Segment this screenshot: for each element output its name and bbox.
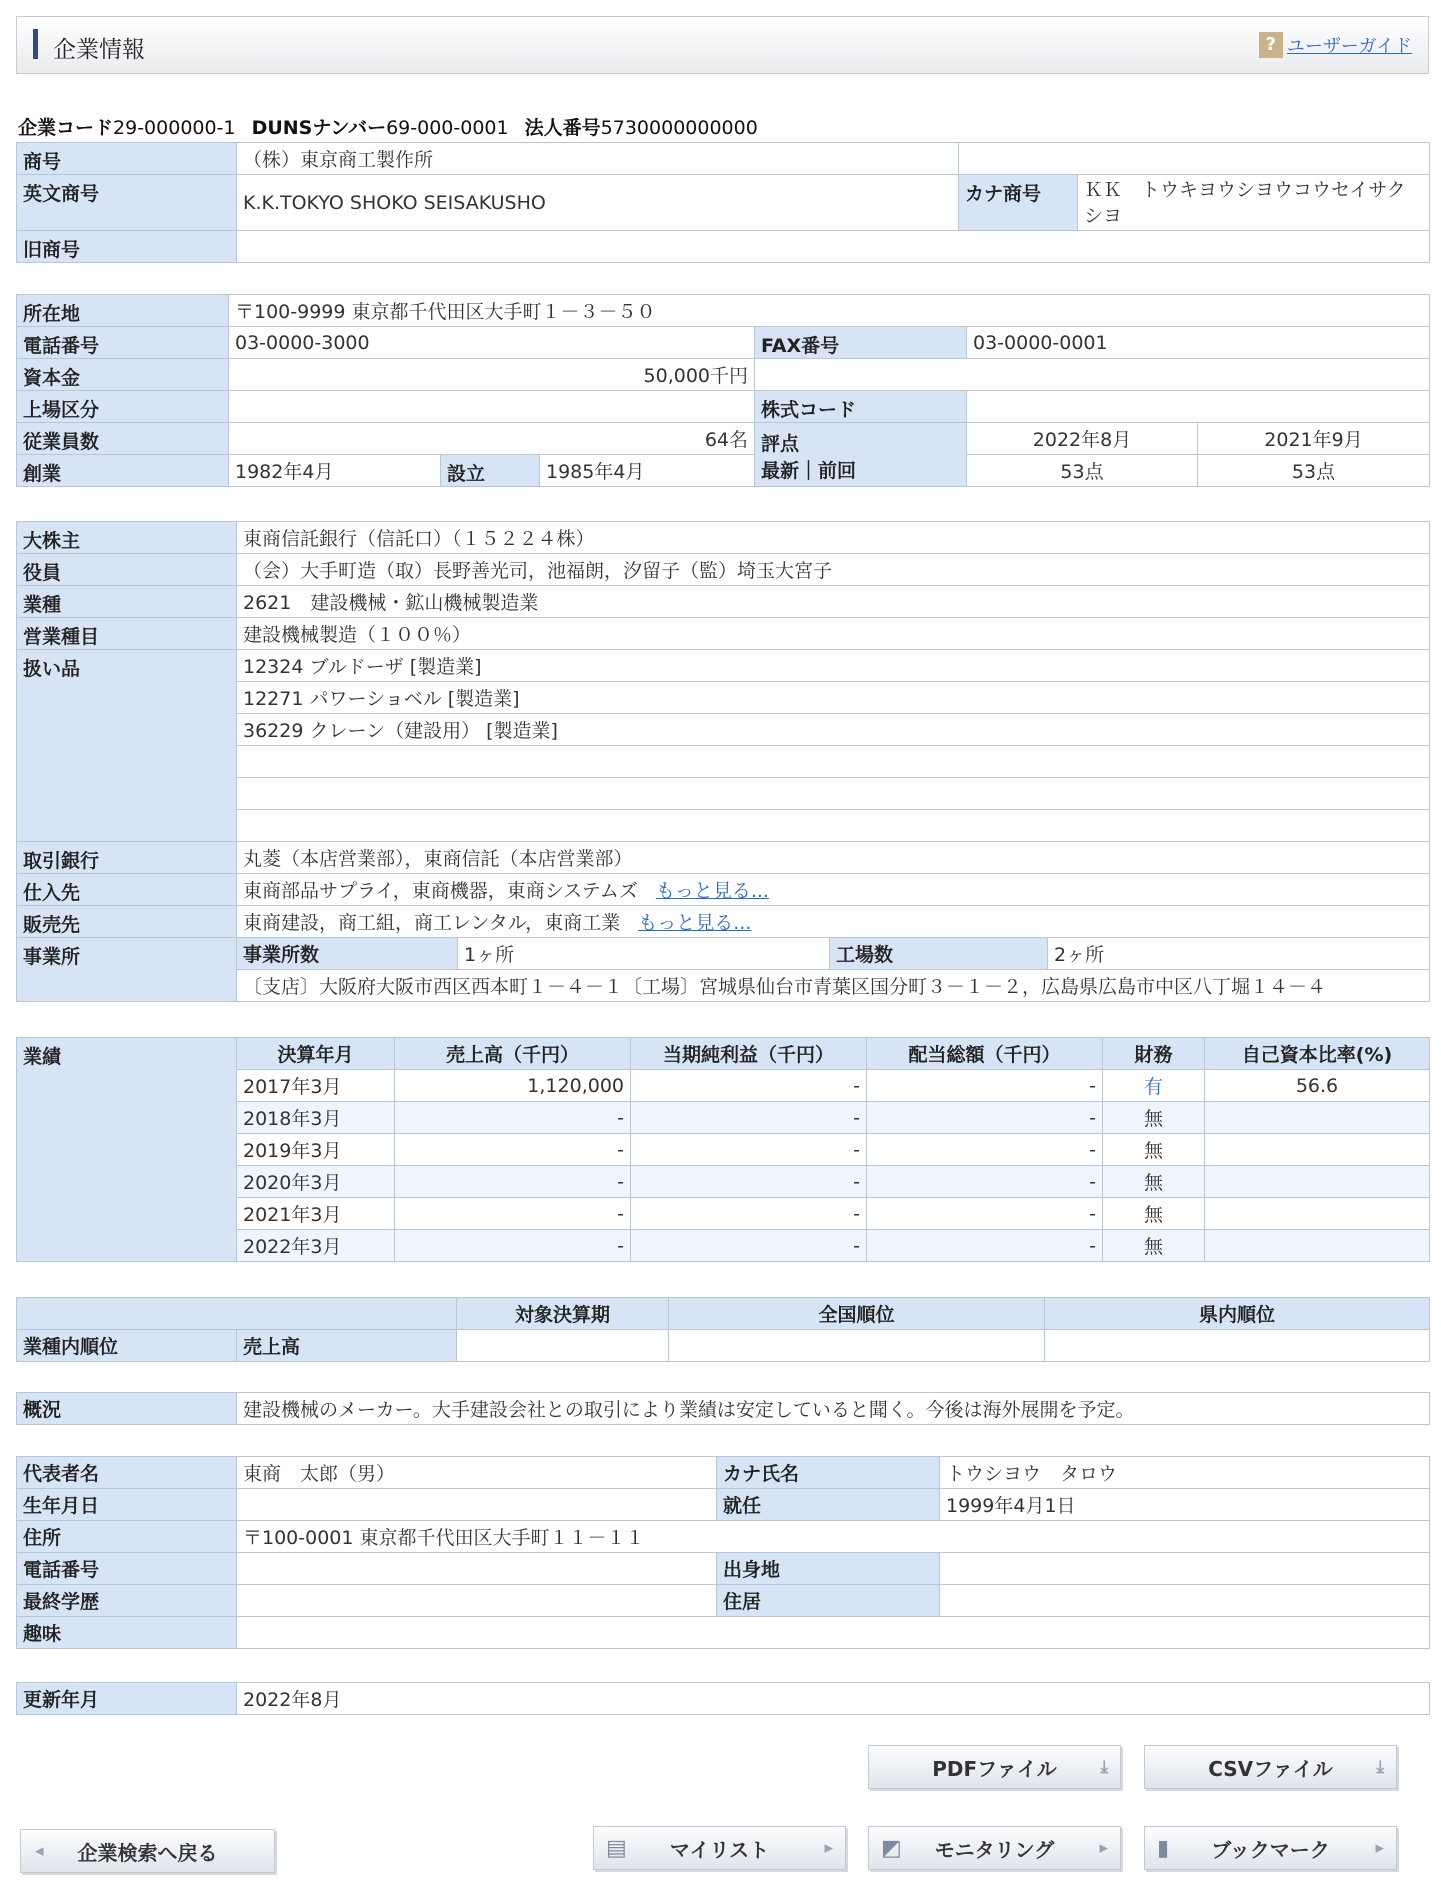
table-cell: 電話番号	[17, 1553, 237, 1585]
table-cell: -	[631, 1230, 867, 1262]
header-accent-bar	[33, 29, 38, 59]
table-cell	[1205, 1102, 1430, 1134]
table-cell: 1982年4月	[229, 455, 441, 487]
table-cell: 営業種目	[17, 618, 237, 650]
details-table	[16, 521, 1430, 1002]
text-label: CSVファイル	[1208, 1756, 1333, 1781]
user-guide-label[interactable]: ユーザーガイド	[1286, 36, 1412, 57]
table-cell: 事業所	[17, 938, 237, 1002]
text-label: PDFファイル	[932, 1756, 1057, 1781]
table-cell: 評点 最新｜前回	[755, 423, 967, 487]
table-cell	[457, 1330, 669, 1362]
table-cell	[967, 391, 1430, 423]
table-cell: -	[867, 1102, 1103, 1134]
table-cell	[1205, 1166, 1430, 1198]
table-cell	[237, 906, 1430, 938]
table-cell: 1999年4月1日	[940, 1489, 1430, 1521]
table-cell	[237, 1617, 1430, 1649]
table-cell: 財務	[1103, 1038, 1205, 1070]
table-cell	[237, 231, 1430, 263]
table-cell: 03-0000-0001	[967, 327, 1430, 359]
text-label: 29-000000-1	[113, 117, 236, 139]
table-cell: -	[395, 1102, 631, 1134]
results-table	[16, 1037, 1430, 1262]
table-cell: 県内順位	[1045, 1298, 1430, 1330]
table-cell: 工場数	[830, 938, 1048, 970]
table-cell: 〒100-0001 東京都千代田区大手町１１－１１	[237, 1521, 1430, 1553]
bookmark-icon: ▮	[1157, 1835, 1170, 1861]
table-cell: 趣味	[17, 1617, 237, 1649]
chevron-right-icon: ▸	[1375, 1838, 1384, 1858]
table-cell: -	[631, 1102, 867, 1134]
table-cell: 就任	[717, 1489, 940, 1521]
table-cell	[237, 1489, 717, 1521]
kana-name: ＫＫ トウキヨウシヨウコウセイサクシヨ	[1078, 175, 1430, 231]
table-cell: 2022年3月	[237, 1230, 395, 1262]
csv-download-button[interactable]	[1144, 1745, 1397, 1789]
download-icon: ⤓	[1376, 1757, 1384, 1777]
table-cell: 概況	[17, 1393, 237, 1425]
table-cell: 53点	[1198, 455, 1430, 487]
table-cell: 設立	[441, 455, 540, 487]
text-label: 企業コード	[18, 117, 114, 139]
table-cell: -	[631, 1134, 867, 1166]
table-cell: 住居	[717, 1585, 940, 1617]
table-cell: 電話番号	[17, 327, 229, 359]
table-cell: 最終学歴	[17, 1585, 237, 1617]
table-cell: 売上高（千円）	[395, 1038, 631, 1070]
table-cell: 64名	[229, 423, 755, 455]
bookmark-button[interactable]	[1144, 1826, 1397, 1870]
table-cell: 50,000千円	[229, 359, 755, 391]
table-cell: 建設機械のメーカー。大手建設会社との取引により業績は安定していると聞く。今後は海外展開を予定。	[237, 1393, 1430, 1425]
chevron-right-icon: ▸	[824, 1838, 833, 1858]
table-cell: 配当総額（千円）	[867, 1038, 1103, 1070]
rss-icon: ◩	[881, 1835, 902, 1861]
table-cell: 業績	[17, 1038, 237, 1262]
table-cell: カナ商号	[959, 175, 1078, 231]
back-to-search-button[interactable]	[20, 1829, 275, 1873]
customers-more-link[interactable]: もっと見る...	[638, 912, 752, 934]
monitoring-button[interactable]	[868, 1826, 1121, 1870]
table-cell: K.K.TOKYO SHOKO SEISAKUSHO	[237, 175, 959, 231]
table-cell: -	[631, 1198, 867, 1230]
list-icon: ▤	[606, 1835, 627, 1861]
table-cell: 住所	[17, 1521, 237, 1553]
table-cell	[940, 1553, 1430, 1585]
table-cell: 東商 太郎（男）	[237, 1457, 717, 1489]
table-cell: 2021年3月	[237, 1198, 395, 1230]
pdf-download-button[interactable]	[868, 1745, 1121, 1789]
company-codes	[18, 113, 758, 140]
table-cell: 無	[1103, 1230, 1205, 1262]
table-cell: 業種	[17, 586, 237, 618]
table-cell	[669, 1330, 1045, 1362]
basic-info-table	[16, 294, 1430, 487]
table-cell	[940, 1585, 1430, 1617]
table-cell: トウシヨウ タロウ	[940, 1457, 1430, 1489]
table-cell: -	[395, 1166, 631, 1198]
table-cell: 〒100-9999 東京都千代田区大手町１－３－５０	[229, 295, 1430, 327]
table-cell: -	[867, 1230, 1103, 1262]
table-cell: 英文商号	[17, 175, 237, 231]
table-cell: 建設機械製造（１００％）	[237, 618, 1430, 650]
user-guide-link[interactable]	[1259, 32, 1412, 58]
product-item: 12271 パワーショベル [製造業]	[237, 682, 1430, 714]
table-cell: 丸菱（本店営業部），東商信託（本店営業部）	[237, 842, 1430, 874]
text-label: 東商建設，商工組，商工レンタル，東商工業	[243, 912, 621, 934]
table-cell: 出身地	[717, 1553, 940, 1585]
table-cell	[237, 1585, 717, 1617]
name-table	[16, 142, 1430, 263]
table-cell: 1985年4月	[540, 455, 755, 487]
table-cell: 当期純利益（千円）	[631, 1038, 867, 1070]
table-cell	[755, 359, 1430, 391]
table-cell: 大株主	[17, 522, 237, 554]
table-cell: -	[395, 1134, 631, 1166]
table-cell: 対象決算期	[457, 1298, 669, 1330]
table-cell: -	[867, 1070, 1103, 1102]
table-cell: 資本金	[17, 359, 229, 391]
table-cell: 代表者名	[17, 1457, 237, 1489]
table-cell: 2021年9月	[1198, 423, 1430, 455]
table-cell: 上場区分	[17, 391, 229, 423]
table-cell: 更新年月	[17, 1683, 237, 1715]
table-cell: 業種内順位	[17, 1330, 237, 1362]
table-cell: 1,120,000	[395, 1070, 631, 1102]
table-cell: -	[867, 1166, 1103, 1198]
table-cell: 無	[1103, 1166, 1205, 1198]
table-cell	[17, 1298, 457, 1330]
table-cell: -	[867, 1198, 1103, 1230]
table-cell: カナ氏名	[717, 1457, 940, 1489]
suppliers-more-link[interactable]: もっと見る...	[655, 880, 769, 902]
table-cell: 53点	[967, 455, 1198, 487]
table-cell: -	[631, 1070, 867, 1102]
table-cell: -	[395, 1198, 631, 1230]
table-cell: （会）大手町造（取）長野善光司，池福朗，汐留子（監）埼玉大宮子	[237, 554, 1430, 586]
table-cell	[237, 1553, 717, 1585]
text-label: マイリスト	[669, 1837, 770, 1862]
page-header	[16, 16, 1429, 74]
table-cell	[1205, 1134, 1430, 1166]
table-cell: 2020年3月	[237, 1166, 395, 1198]
table-cell: 2022年8月	[237, 1683, 1430, 1715]
table-cell: 全国順位	[669, 1298, 1045, 1330]
table-cell	[1103, 1070, 1205, 1102]
representative-table	[16, 1456, 1430, 1649]
table-cell: 東商信託銀行（信託口）（１５２２４株）	[237, 522, 1430, 554]
table-cell: 03-0000-3000	[229, 327, 755, 359]
table-cell: 2ヶ所	[1048, 938, 1430, 970]
product-item	[237, 778, 1430, 810]
chevron-left-icon: ◂	[35, 1841, 44, 1861]
table-cell: 売上高	[237, 1330, 457, 1362]
text-label: 法人番号	[524, 117, 601, 139]
chevron-right-icon: ▸	[1099, 1838, 1108, 1858]
table-cell: 2018年3月	[237, 1102, 395, 1134]
updated-table	[16, 1682, 1430, 1715]
text-label: モニタリング	[934, 1837, 1055, 1862]
table-cell: 従業員数	[17, 423, 229, 455]
table-cell: -	[867, 1134, 1103, 1166]
text-label: 5730000000000	[600, 117, 758, 139]
table-cell: 56.6	[1205, 1070, 1430, 1102]
product-item	[237, 810, 1430, 842]
table-cell: 無	[1103, 1102, 1205, 1134]
table-cell: 事業所数	[237, 938, 458, 970]
product-item: 36229 クレーン（建設用） [製造業]	[237, 714, 1430, 746]
table-cell: 〔支店〕大阪府大阪市西区西本町１－４－１〔工場〕宮城県仙台市青葉区国分町３－１－２，広島県広島市中区八丁堀１４－４	[237, 970, 1430, 1002]
text-label: ブックマーク	[1211, 1837, 1330, 1862]
table-cell: 株式コード	[755, 391, 967, 423]
table-cell: 扱い品	[17, 650, 237, 842]
text-label: 東商部品サプライ，東商機器，東商システムズ	[243, 880, 638, 902]
table-cell: 2017年3月	[237, 1070, 395, 1102]
text-label: 企業検索へ戻る	[77, 1840, 218, 1865]
financials-link[interactable]: 有	[1143, 1076, 1163, 1098]
mylist-button[interactable]	[593, 1826, 846, 1870]
table-cell: 決算年月	[237, 1038, 395, 1070]
table-cell: 自己資本比率(%)	[1205, 1038, 1430, 1070]
product-item: 12324 ブルドーザ [製造業]	[237, 650, 1430, 682]
table-cell: 2621 建設機械・鉱山機械製造業	[237, 586, 1430, 618]
text-label: DUNSナンバー	[251, 117, 387, 139]
ranking-table	[16, 1297, 1430, 1362]
overview-table	[16, 1392, 1430, 1425]
table-cell: 所在地	[17, 295, 229, 327]
table-cell: 創業	[17, 455, 229, 487]
table-cell: 生年月日	[17, 1489, 237, 1521]
table-cell: -	[395, 1230, 631, 1262]
table-cell: 取引銀行	[17, 842, 237, 874]
table-cell	[1045, 1330, 1430, 1362]
table-cell	[1205, 1230, 1430, 1262]
table-cell: 仕入先	[17, 874, 237, 906]
table-cell: 2022年8月	[967, 423, 1198, 455]
text-label: 69-000-0001	[386, 117, 509, 139]
table-cell: 役員	[17, 554, 237, 586]
product-item	[237, 746, 1430, 778]
table-cell: 販売先	[17, 906, 237, 938]
page-title: 企業情報	[53, 37, 145, 63]
download-icon: ⤓	[1100, 1757, 1108, 1777]
table-cell: FAX番号	[755, 327, 967, 359]
table-cell: -	[631, 1166, 867, 1198]
table-cell	[237, 874, 1430, 906]
table-cell	[229, 391, 755, 423]
table-cell	[959, 143, 1430, 175]
table-cell: 2019年3月	[237, 1134, 395, 1166]
table-cell: 商号	[17, 143, 237, 175]
table-cell	[1205, 1198, 1430, 1230]
table-cell: 1ヶ所	[458, 938, 830, 970]
table-cell: 無	[1103, 1198, 1205, 1230]
table-cell: （株）東京商工製作所	[237, 143, 959, 175]
table-cell: 旧商号	[17, 231, 237, 263]
table-cell: 無	[1103, 1134, 1205, 1166]
help-icon: ?	[1259, 32, 1283, 58]
